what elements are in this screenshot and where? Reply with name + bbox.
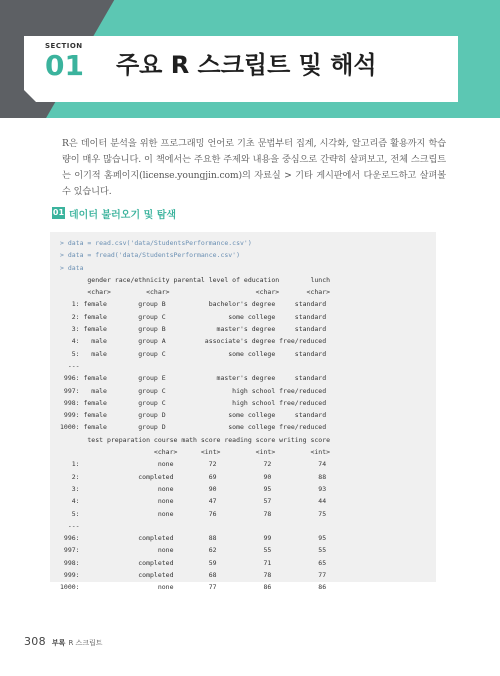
code-command-line: > data xyxy=(60,263,84,272)
code-output-line: 997: none 62 55 55 xyxy=(60,546,327,555)
page-number: 308 xyxy=(24,635,46,648)
code-output-line: 2: female group C some college standard xyxy=(60,312,327,321)
code-output-line: 998: completed 59 71 65 xyxy=(60,558,327,567)
code-content xyxy=(50,232,436,594)
code-output-line: 999: female group D some college standard xyxy=(60,411,327,420)
code-output-line: 996: female group E master's degree standard xyxy=(60,374,327,383)
code-output-line: 3: female group B master's degree standard xyxy=(60,325,327,334)
code-output-line: 2: completed 69 90 88 xyxy=(60,472,327,481)
intro-paragraph: R은 데이터 분석을 위한 프로그래밍 언어로 기초 문법부터 집계, 시각화, 알고리즘 활용까지 학습량이 매우 많습니다. 이 책에서는 주요한 주제와 내용을 중심으로 간략히 살펴보고, 전체 스크립트는 이기적 홈페이지(license.youngjin.com)의 자료실 > 기타 게시판에서 다운로드하고 살펴볼 수 있습니다. xyxy=(62,138,446,197)
code-output-line: 4: male group A associate's degree free/reduced xyxy=(60,337,327,346)
subsection-title: 데이터 불러오기 및 탐색 xyxy=(69,209,177,221)
code-output-line: 1000: female group D some college free/reduced xyxy=(60,423,327,432)
code-output-line: 997: male group C high school free/reduced xyxy=(60,386,327,395)
running-head xyxy=(52,638,103,648)
section-label: SECTION xyxy=(45,42,83,50)
code-output-line: 5: none 76 78 75 xyxy=(60,509,327,518)
code-output-line: 1: female group B bachelor's degree standard xyxy=(60,300,327,309)
code-output-line: test preparation course math score reading score writing score xyxy=(60,435,331,444)
subsection-heading xyxy=(52,206,176,220)
chapter-label: R 스크립트 xyxy=(68,639,103,647)
code-output-line: <char> <char> <char> <char> xyxy=(60,288,331,297)
code-output-line: gender race/ethnicity parental level of education lunch xyxy=(60,275,331,284)
code-output-line: 5: male group C some college standard xyxy=(60,349,327,358)
page-title: 주요 R 스크립트 및 해석 xyxy=(116,51,377,79)
code-output-line: 1: none 72 72 74 xyxy=(60,460,327,469)
code-output-line: 999: completed 68 78 77 xyxy=(60,571,327,580)
page-footer xyxy=(24,635,103,648)
code-output-line: 1000: none 77 86 86 xyxy=(60,583,327,592)
code-output-line: --- xyxy=(60,361,80,370)
code-output-line: 4: none 47 57 44 xyxy=(60,497,327,506)
code-block xyxy=(50,232,436,592)
code-output-line: 996: completed 88 99 95 xyxy=(60,534,327,543)
section-number: 01 xyxy=(45,49,84,82)
code-output-line: 998: female group C high school free/reduced xyxy=(60,398,327,407)
subsection-number: 01 xyxy=(52,208,65,217)
code-output-line: --- xyxy=(60,521,80,530)
code-command-line: > data = read.csv('data/StudentsPerformance.csv') xyxy=(60,239,252,247)
code-output-line: 3: none 90 95 93 xyxy=(60,484,327,493)
code-command-line: > data = fread('data/StudentsPerformance.csv') xyxy=(60,251,241,260)
book-part-label: 부록 xyxy=(51,639,66,647)
code-output-line: <char> <int> <int> <int> xyxy=(60,448,331,457)
